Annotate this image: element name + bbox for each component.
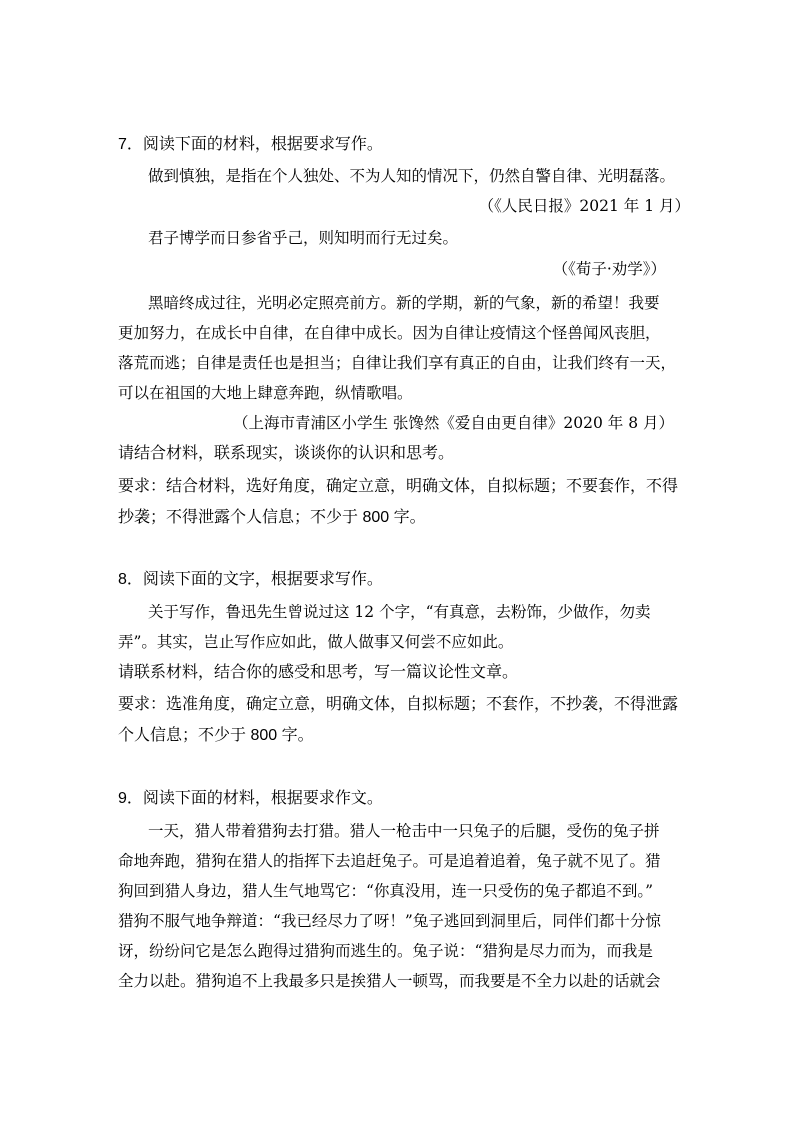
q8-task: 请联系材料，结合你的感受和思考，写一篇议论性文章。 bbox=[118, 664, 519, 681]
q8-paragraph-line-2: 弄”。其实，岂止写作应如此，做人做事又何尝不应如此。 bbox=[118, 633, 514, 651]
q9-heading: 9．阅读下面的材料，根据要求作文。 bbox=[118, 790, 383, 807]
q8-requirement-line-1: 要求：选准角度，确定立意，明确文体，自拟标题；不套作，不抄袭，不得泄露 bbox=[118, 696, 679, 713]
q9-paragraph-line-3: 狗回到猎人身边，猎人生气地骂它：“你真没用，连一只受伤的兔子都追不到。” bbox=[118, 882, 654, 900]
q7-paragraph-1: 做到慎独，是指在个人独处、不为人知的情况下，仍然自警自律、光明磊落。 bbox=[148, 167, 676, 185]
q7-requirement-line-2: 抄袭；不得泄露个人信息；不少于 800 字。 bbox=[118, 509, 426, 526]
q7-source-2: （《荀子·劝学》） bbox=[552, 260, 666, 278]
q7-paragraph-3-line-2: 更加努力，在成长中自律，在自律中成长。因为自律让疫情这个怪兽闻风丧胆， bbox=[118, 324, 661, 342]
q8-heading: 8．阅读下面的文字，根据要求写作。 bbox=[118, 571, 383, 588]
q9-paragraph-line-1: 一天，猎人带着猎狗去打猎。猎人一枪击中一只兔子的后腿，受伤的兔子拼 bbox=[148, 822, 660, 840]
q9-paragraph-line-2: 命地奔跑，猎狗在猎人的指挥下去追赶兔子。可是追着追着，兔子就不见了。猎 bbox=[118, 852, 661, 870]
q7-heading: 7．阅读下面的材料，根据要求写作。 bbox=[118, 136, 383, 153]
q7-requirement-line-1: 要求：结合材料，选好角度，确定立意，明确文体，自拟标题；不要套作，不得 bbox=[118, 478, 679, 495]
q8-requirement-line-2: 个人信息；不少于 800 字。 bbox=[118, 727, 314, 744]
q7-paragraph-3-line-3: 落荒而逃；自律是责任也是担当；自律让我们享有真正的自由，让我们终有一天， bbox=[118, 354, 677, 372]
q7-task: 请结合材料，联系现实，谈谈你的认识和思考。 bbox=[118, 445, 455, 462]
q8-paragraph-line-1: 关于写作，鲁迅先生曾说过这 12 个字，“有真意，去粉饰，少做作，勿卖 bbox=[148, 603, 651, 621]
q7-source-1: （《人民日报》2021 年 1 月） bbox=[478, 197, 690, 215]
q9-paragraph-line-5: 讶，纷纷问它是怎么跑得过猎狗而逃生的。兔子说：“猎狗是尽力而为，而我是 bbox=[118, 942, 653, 960]
q7-paragraph-3-line-4: 可以在祖国的大地上肆意奔跑，纵情歌唱。 bbox=[118, 384, 413, 402]
q7-paragraph-3-line-1: 黑暗终成过往，光明必定照亮前方。新的学期，新的气象，新的希望！我要 bbox=[148, 294, 660, 312]
q7-source-3: （上海市青浦区小学生 张馋然《爱自由更自律》2020 年 8 月） bbox=[232, 414, 674, 432]
q9-paragraph-line-6: 全力以赴。猎狗追不上我最多只是挨猎人一顿骂，而我要是不全力以赴的话就会 bbox=[118, 972, 661, 990]
q9-paragraph-line-4: 猎狗不服气地争辩道：“我已经尽力了呀！”兔子逃回到洞里后，同伴们都十分惊 bbox=[118, 912, 661, 930]
q7-paragraph-2: 君子博学而日参省乎己，则知明而行无过矣。 bbox=[148, 229, 459, 247]
